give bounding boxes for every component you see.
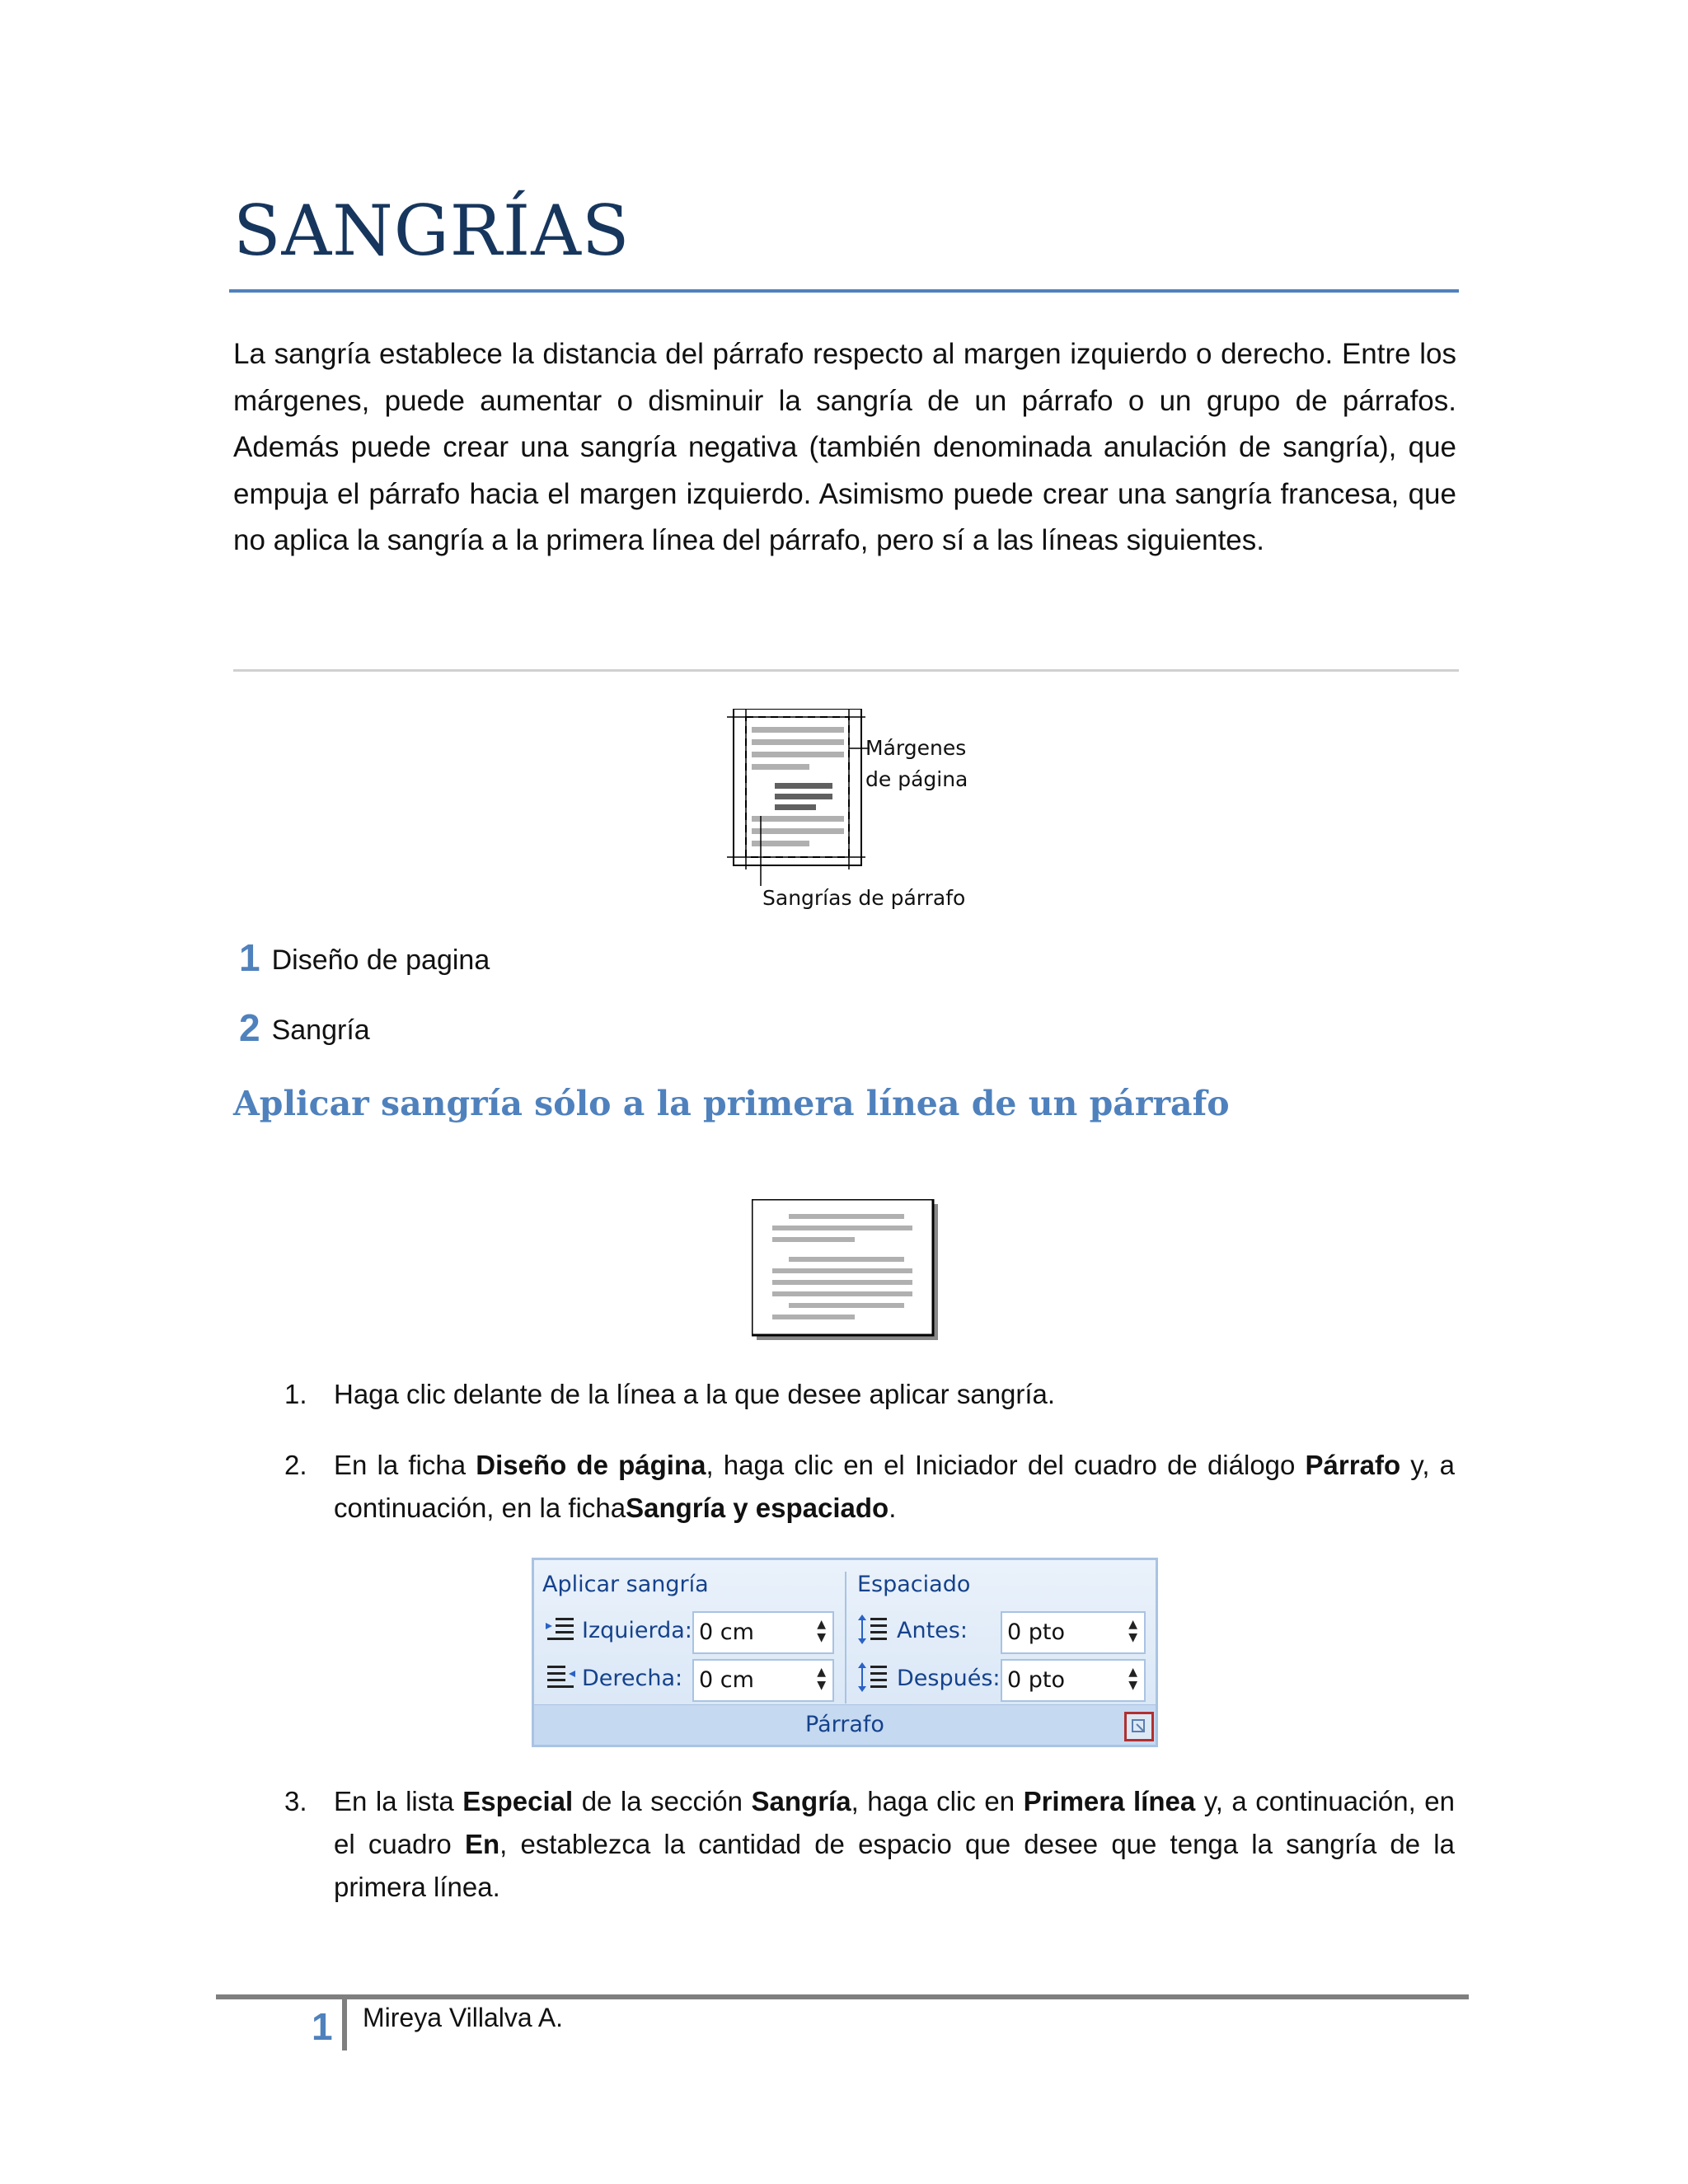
footer-rule <box>216 1994 1469 1999</box>
step-2: 2. En la ficha Diseño de página, haga clic en el Iniciador del cuadro de diálogo Párrafo y, a continuación, en la fichaSangría y espaciado. <box>284 1450 1456 1523</box>
numbered-item <box>239 1005 370 1050</box>
indent-right-input[interactable]: 0 cm ▲ ▼ <box>692 1659 834 1702</box>
intro-paragraph: La sangría establece la distancia del párrafo respecto al margen izquierdo o derecho. Entre los márgenes, puede aumentar o disminuir la sangría de un párrafo o un grupo de párrafos. Además puede crear una sangría negativa (también denominada anulación de sangría), que empuja el párrafo hacia el margen izquierdo. Asimismo puede crear una sangría francesa, que no aplica la sangría a la primera línea del párrafo, pero sí a las líneas siguientes. <box>233 338 1456 556</box>
indent-group-title: Aplicar sangría <box>542 1572 709 1597</box>
margins-label: Márgenes de página <box>865 736 968 791</box>
item-text: Diseño de pagina <box>271 944 490 976</box>
indent-right-icon <box>544 1661 577 1694</box>
paragraph-group-label: Párrafo <box>805 1712 884 1737</box>
antes-label: Antes: <box>897 1618 968 1643</box>
spinner-icon[interactable]: ▲ ▼ <box>817 1666 826 1692</box>
spacing-after-icon <box>857 1661 890 1694</box>
section-heading: Aplicar sangría sólo a la primera línea de un párrafo <box>233 1084 1230 1123</box>
section-divider <box>233 669 1459 672</box>
launcher-arrow-icon <box>1127 1714 1151 1739</box>
footer-separator <box>342 1999 347 2050</box>
spacing-before-icon <box>857 1613 890 1646</box>
ribbon-group-footer <box>534 1704 1156 1745</box>
page-title: SANGRÍAS <box>233 190 631 271</box>
spacing-group-title: Espaciado <box>857 1572 971 1597</box>
item-number: 2 <box>239 1006 260 1049</box>
izquierda-label: Izquierda: <box>582 1618 692 1643</box>
indent-left-icon <box>544 1613 577 1646</box>
numbered-item <box>239 935 490 980</box>
dialog-launcher-button[interactable] <box>1124 1712 1154 1741</box>
step-3: 3. En la lista Especial de la sección Sangría, haga clic en Primera línea y, a continuación, en el cuadro En, establezca la cantidad de espacio que desee que tenga la sangría de la primera línea. <box>284 1786 1455 1902</box>
spinner-icon[interactable]: ▲ ▼ <box>817 1618 826 1644</box>
spinner-icon[interactable]: ▲ ▼ <box>1128 1666 1137 1692</box>
first-line-indent-figure <box>752 1199 941 1343</box>
spinner-icon[interactable]: ▲ ▼ <box>1128 1618 1137 1644</box>
item-number: 1 <box>239 936 260 979</box>
footer-author: Mireya Villalva A. <box>363 2003 564 2032</box>
group-separator <box>845 1572 846 1704</box>
paragraph-ribbon-panel <box>532 1558 1158 1747</box>
item-text: Sangría <box>271 1015 370 1046</box>
step-1: 1. Haga clic delante de la línea a la que desee aplicar sangría. <box>284 1379 1056 1409</box>
indent-left-input[interactable]: 0 cm ▲ ▼ <box>692 1611 834 1654</box>
page-number: 1 <box>312 2005 333 2048</box>
title-underline <box>229 289 1459 293</box>
despues-label: Después: <box>897 1666 1001 1691</box>
spacing-before-input[interactable]: 0 pto ▲ ▼ <box>1001 1611 1146 1654</box>
indent-label: Sangrías de párrafo <box>762 886 966 910</box>
derecha-label: Derecha: <box>582 1666 683 1691</box>
spacing-after-input[interactable]: 0 pto ▲ ▼ <box>1001 1659 1146 1702</box>
